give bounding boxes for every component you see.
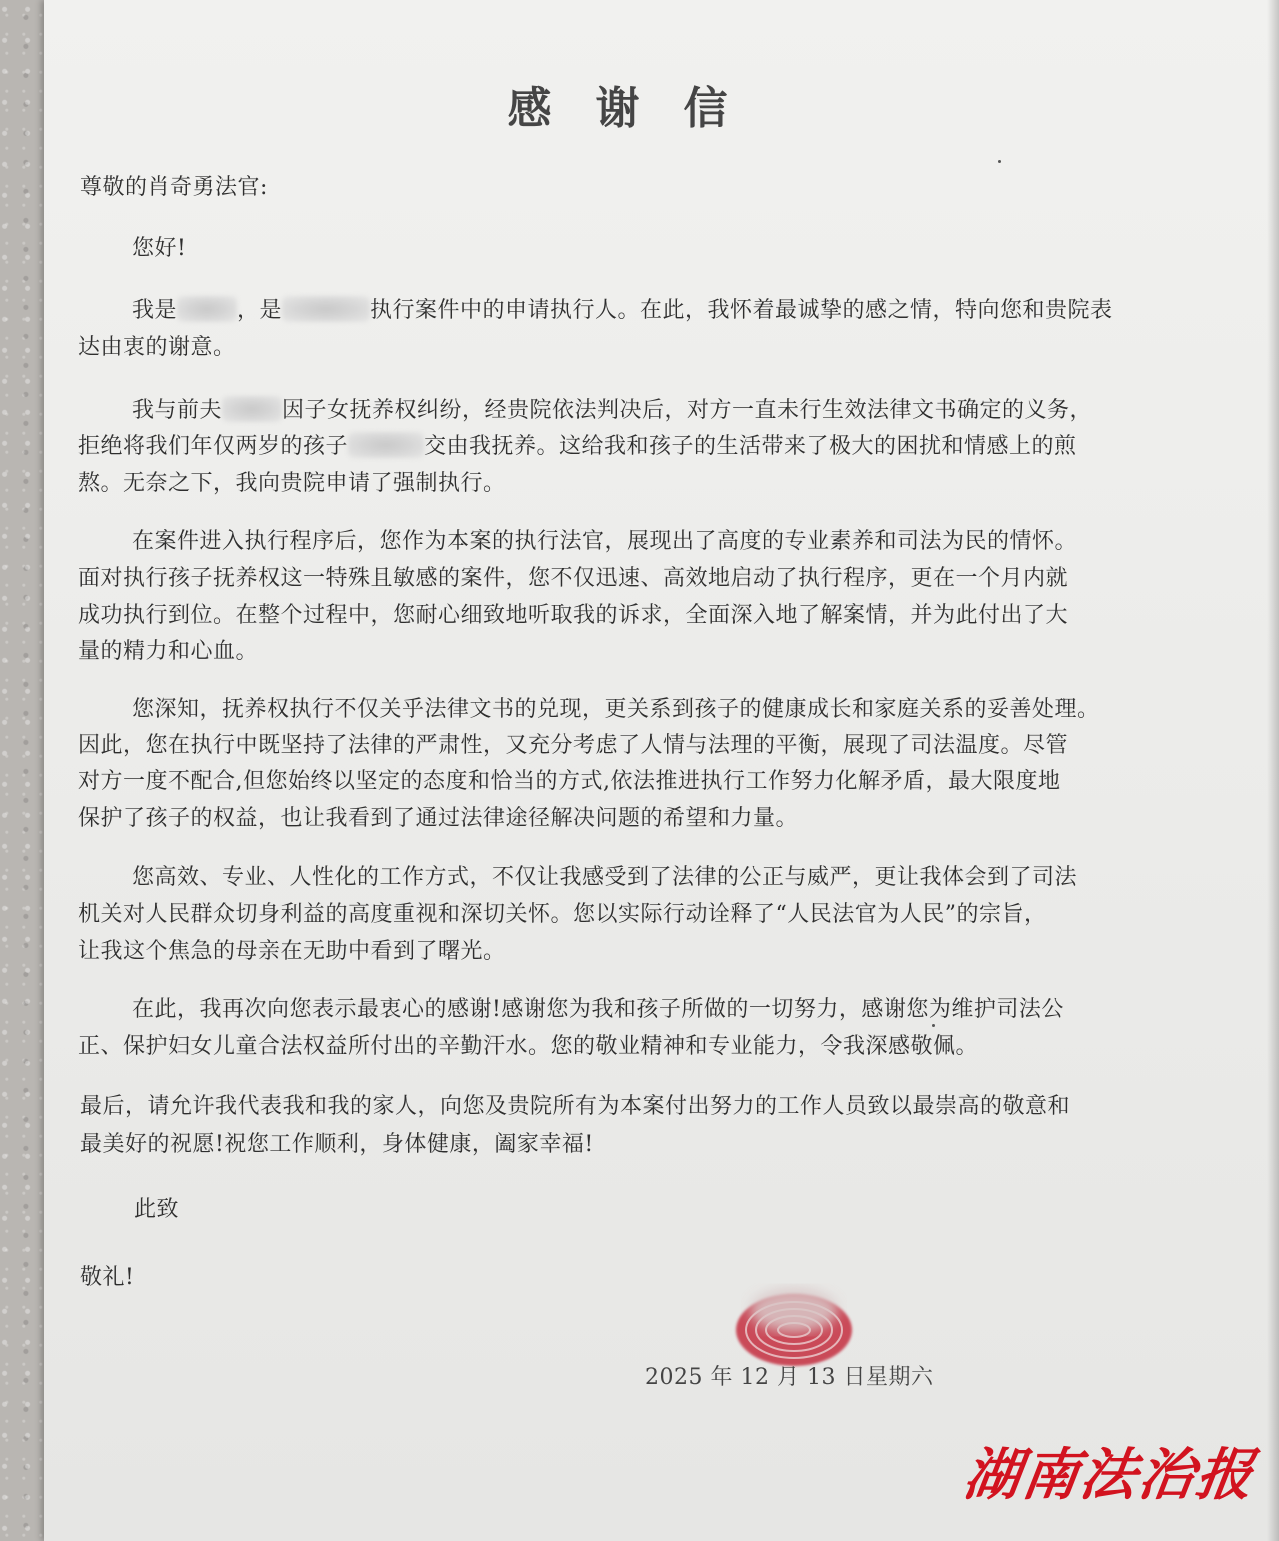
paragraph-7-line-1: 最后，请允许我代表我和我的家人，向您及贵院所有为本案付出努力的工作人员致以最崇高的敬意和	[80, 1094, 1071, 1119]
p1-text-c: 执行案件中的申请执行人。在此，我怀着最诚挚的感之情，特向您和贵院表	[370, 298, 1113, 323]
paragraph-4-line-2: 因此，您在执行中既坚持了法律的严肃性，又充分考虑了人情与法理的平衡，展现了司法温度。尽管	[78, 733, 1069, 758]
paragraph-5-line-2: 机关对人民群众切身利益的高度重视和深切关怀。您以实际行动诠释了“人民法官为人民”的宗旨，	[78, 902, 1047, 927]
p2-text-a: 我与前夫	[132, 398, 223, 423]
paragraph-4-line-1: 您深知，抚养权执行不仅关乎法律文书的兑现，更关系到孩子的健康成长和家庭关系的妥善处理。	[132, 697, 1100, 722]
p2-text-c: 拒绝将我们年仅两岁的孩子	[78, 434, 349, 459]
paragraph-3-line-2: 面对执行孩子抚养权这一特殊且敏感的案件，您不仅迅速、高效地启动了执行程序，更在一个月内就	[78, 566, 1069, 591]
redacted-name	[348, 432, 424, 458]
redacted-name	[222, 396, 282, 422]
paragraph-1-line-1	[132, 293, 1113, 324]
fingerprint-signature	[728, 1282, 860, 1370]
paragraph-4-line-3: 对方一度不配合,但您始终以坚定的态度和恰当的方式,依法推进执行工作努力化解矛盾，最大限度地	[78, 769, 1061, 794]
paper-speck	[932, 1024, 935, 1027]
salutation: 尊敬的肖奇勇法官:	[80, 175, 268, 200]
letter-title: 感谢信	[507, 83, 772, 134]
p2-text-d: 交由我抚养。这给我和孩子的生活带来了极大的困扰和情感上的煎	[424, 434, 1077, 459]
paragraph-6-line-1: 在此，我再次向您表示最衷心的感谢!感谢您为我和孩子所做的一切努力，感谢您为维护司法公	[132, 997, 1064, 1022]
paragraph-2-line-3: 熬。无奈之下，我向贵院申请了强制执行。	[78, 471, 506, 496]
paragraph-3-line-4: 量的精力和心血。	[78, 639, 259, 664]
paper-edge-shadow	[1267, 0, 1279, 1541]
paragraph-2-line-2	[78, 429, 1077, 460]
paragraph-6-line-2: 正、保护妇女儿童合法权益所付出的辛勤汗水。您的敬业精神和专业能力，令我深感敬佩。	[78, 1034, 979, 1059]
p1-text-b: ，是	[237, 298, 283, 323]
paragraph-5-line-3: 让我这个焦急的母亲在无助中看到了曙光。	[78, 939, 506, 964]
paragraph-3-line-3: 成功执行到位。在整个过程中，您耐心细致地听取我的诉求，全面深入地了解案情，并为此付出了大	[78, 603, 1069, 628]
redacted-name	[177, 296, 237, 322]
closing-jingli: 敬礼!	[80, 1265, 135, 1290]
p1-text-a: 我是	[132, 298, 178, 323]
paragraph-7-line-2: 最美好的祝愿!祝您工作顺利，身体健康，阖家幸福!	[80, 1132, 594, 1157]
paper-speck	[998, 160, 1001, 163]
p2-text-b: 因子女抚养权纠纷，经贵院依法判决后，对方一直未行生效法律文书确定的义务，	[282, 398, 1093, 423]
redacted-case	[282, 296, 370, 322]
paragraph-3-line-1: 在案件进入执行程序后，您作为本案的执行法官，展现出了高度的专业素养和司法为民的情怀。	[132, 529, 1078, 554]
newspaper-watermark-logo: 湖南法治报	[959, 1442, 1260, 1508]
paragraph-1-line-2: 达由衷的谢意。	[78, 335, 236, 360]
closing-cizhi: 此致	[134, 1197, 180, 1222]
greeting: 您好!	[132, 236, 187, 261]
paragraph-5-line-1: 您高效、专业、人性化的工作方式，不仅让我感受到了法律的公正与威严，更让我体会到了司法	[132, 865, 1078, 890]
letter-date: 2025 年 12 月 13 日星期六	[645, 1365, 934, 1390]
paragraph-4-line-4: 保护了孩子的权益，也让我看到了通过法律途径解决问题的希望和力量。	[78, 806, 799, 831]
paragraph-2-line-1	[132, 393, 1092, 424]
